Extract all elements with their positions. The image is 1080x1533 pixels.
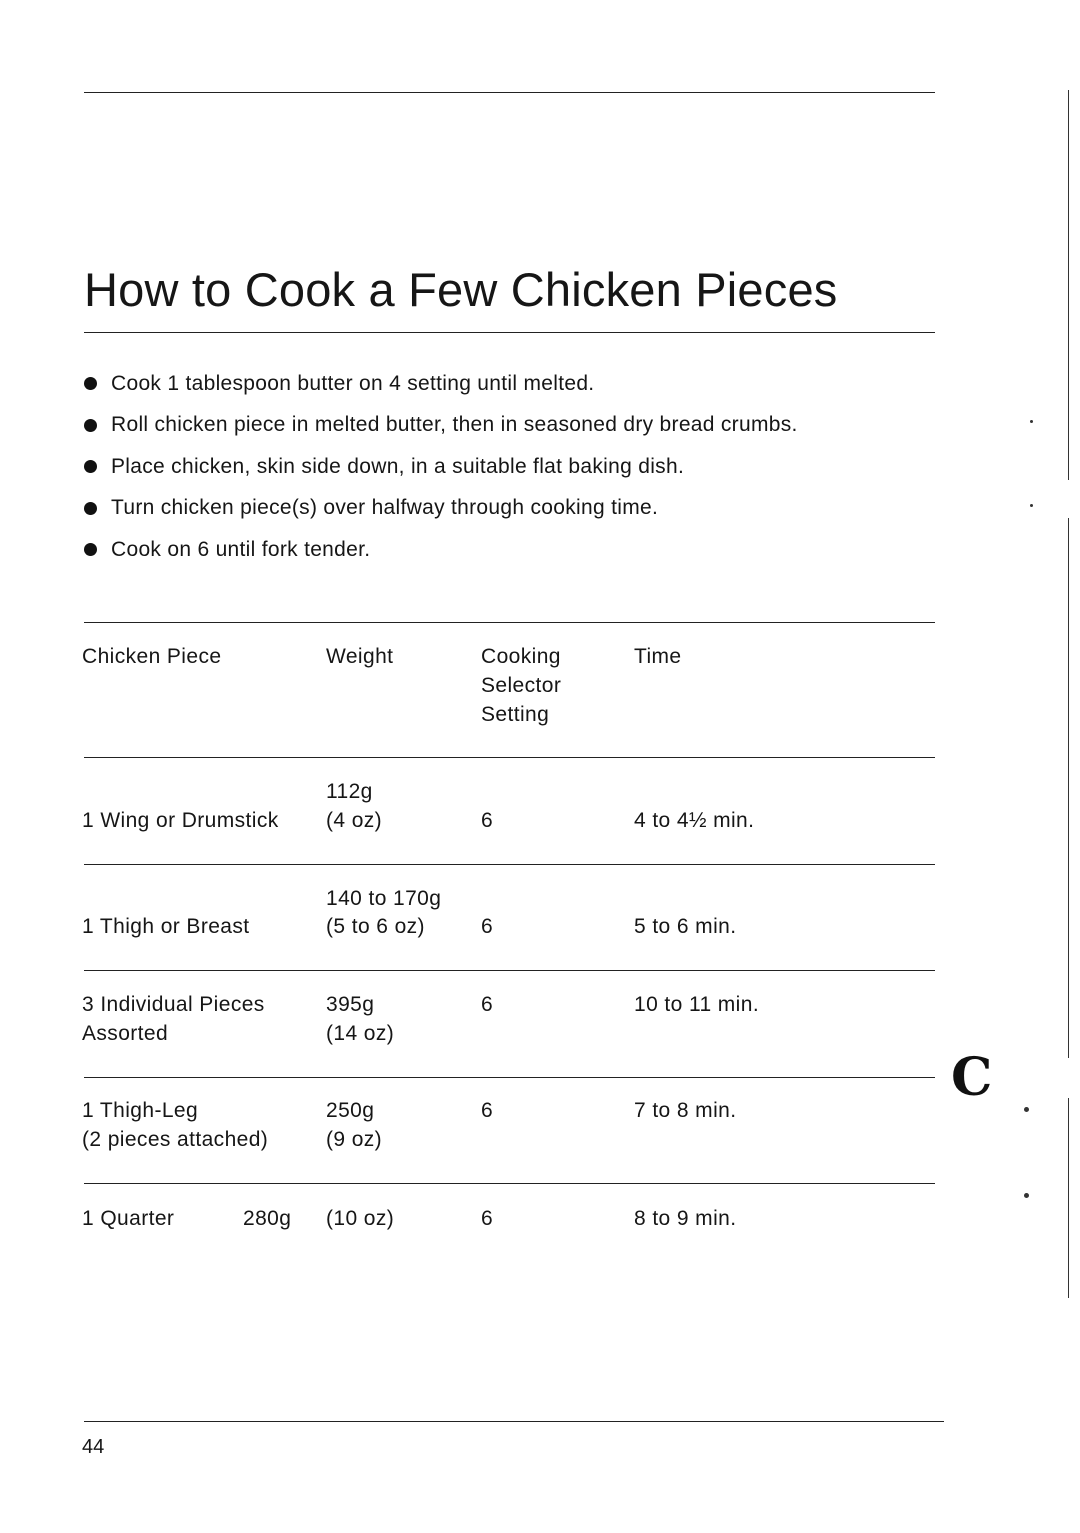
weight-grams: 112g [326, 780, 373, 803]
instruction-text: Turn chicken piece(s) over halfway through cooking time. [111, 496, 659, 520]
margin-speck [1030, 504, 1033, 507]
margin-line [1068, 1098, 1069, 1298]
instructions-list [84, 363, 798, 571]
title-underline [84, 332, 935, 333]
cooking-time: 5 to 6 min. [634, 915, 737, 938]
instruction-text: Place chicken, skin side down, in a suitable flat baking dish. [111, 454, 685, 478]
header-weight: Weight [326, 645, 394, 668]
chicken-piece-detail: (2 pieces attached) [82, 1128, 269, 1151]
weight-ounces: (5 to 6 oz) [326, 915, 425, 938]
weight-grams: 250g [326, 1099, 375, 1122]
page-number: 44 [82, 1436, 105, 1458]
cooking-time: 7 to 8 min. [634, 1099, 737, 1122]
margin-speck [1030, 420, 1033, 423]
weight-grams: 280g [243, 1207, 292, 1230]
footer-rule [84, 1421, 944, 1422]
selector-setting: 6 [481, 1207, 494, 1230]
instruction-item [84, 405, 798, 447]
margin-line [1068, 518, 1069, 1058]
chicken-piece: 1 Thigh or Breast [82, 915, 250, 938]
header-time: Time [634, 645, 682, 668]
instruction-item [84, 446, 798, 488]
instruction-text: Cook 1 tablespoon butter on 4 setting until melted. [111, 371, 595, 395]
bullet-icon [84, 502, 97, 515]
cooking-time: 4 to 4½ min. [634, 809, 755, 832]
margin-mark: C [951, 1047, 993, 1108]
bullet-icon [84, 460, 97, 473]
weight-ounces: (14 oz) [326, 1022, 395, 1045]
row-divider [84, 1077, 935, 1078]
chicken-piece: 1 Wing or Drumstick [82, 809, 279, 832]
header-setting-line1: Cooking [481, 645, 561, 668]
page-title: How to Cook a Few Chicken Pieces [84, 263, 838, 316]
margin-speck [1024, 1193, 1029, 1198]
instruction-item [84, 488, 798, 530]
table-header-rule [84, 757, 935, 758]
instruction-text: Roll chicken piece in melted butter, then in seasoned dry bread crumbs. [111, 413, 798, 437]
weight-grams: 140 to 170g [326, 887, 442, 910]
bullet-icon [84, 419, 97, 432]
table-top-rule [84, 622, 935, 623]
instruction-item [84, 363, 798, 405]
row-divider [84, 1183, 935, 1184]
margin-line [1068, 90, 1069, 480]
chicken-piece: 1 Thigh-Leg [82, 1099, 199, 1122]
chicken-piece: 1 Quarter [82, 1207, 175, 1230]
selector-setting: 6 [481, 993, 494, 1016]
weight-ounces: (10 oz) [326, 1207, 395, 1230]
top-rule [84, 92, 935, 93]
bullet-icon [84, 543, 97, 556]
row-divider [84, 864, 935, 865]
chicken-piece-detail: Assorted [82, 1022, 169, 1045]
selector-setting: 6 [481, 915, 494, 938]
weight-ounces: (4 oz) [326, 809, 383, 832]
selector-setting: 6 [481, 1099, 494, 1122]
weight-grams: 395g [326, 993, 375, 1016]
instruction-item [84, 529, 798, 571]
weight-ounces: (9 oz) [326, 1128, 383, 1151]
header-chicken-piece: Chicken Piece [82, 645, 222, 668]
header-setting-line2: Selector [481, 674, 562, 697]
bullet-icon [84, 377, 97, 390]
header-setting-line3: Setting [481, 703, 550, 726]
margin-speck [1024, 1107, 1029, 1112]
chicken-piece: 3 Individual Pieces [82, 993, 265, 1016]
row-divider [84, 970, 935, 971]
selector-setting: 6 [481, 809, 494, 832]
cooking-time: 8 to 9 min. [634, 1207, 737, 1230]
instruction-text: Cook on 6 until fork tender. [111, 537, 371, 561]
cooking-time: 10 to 11 min. [634, 993, 760, 1016]
